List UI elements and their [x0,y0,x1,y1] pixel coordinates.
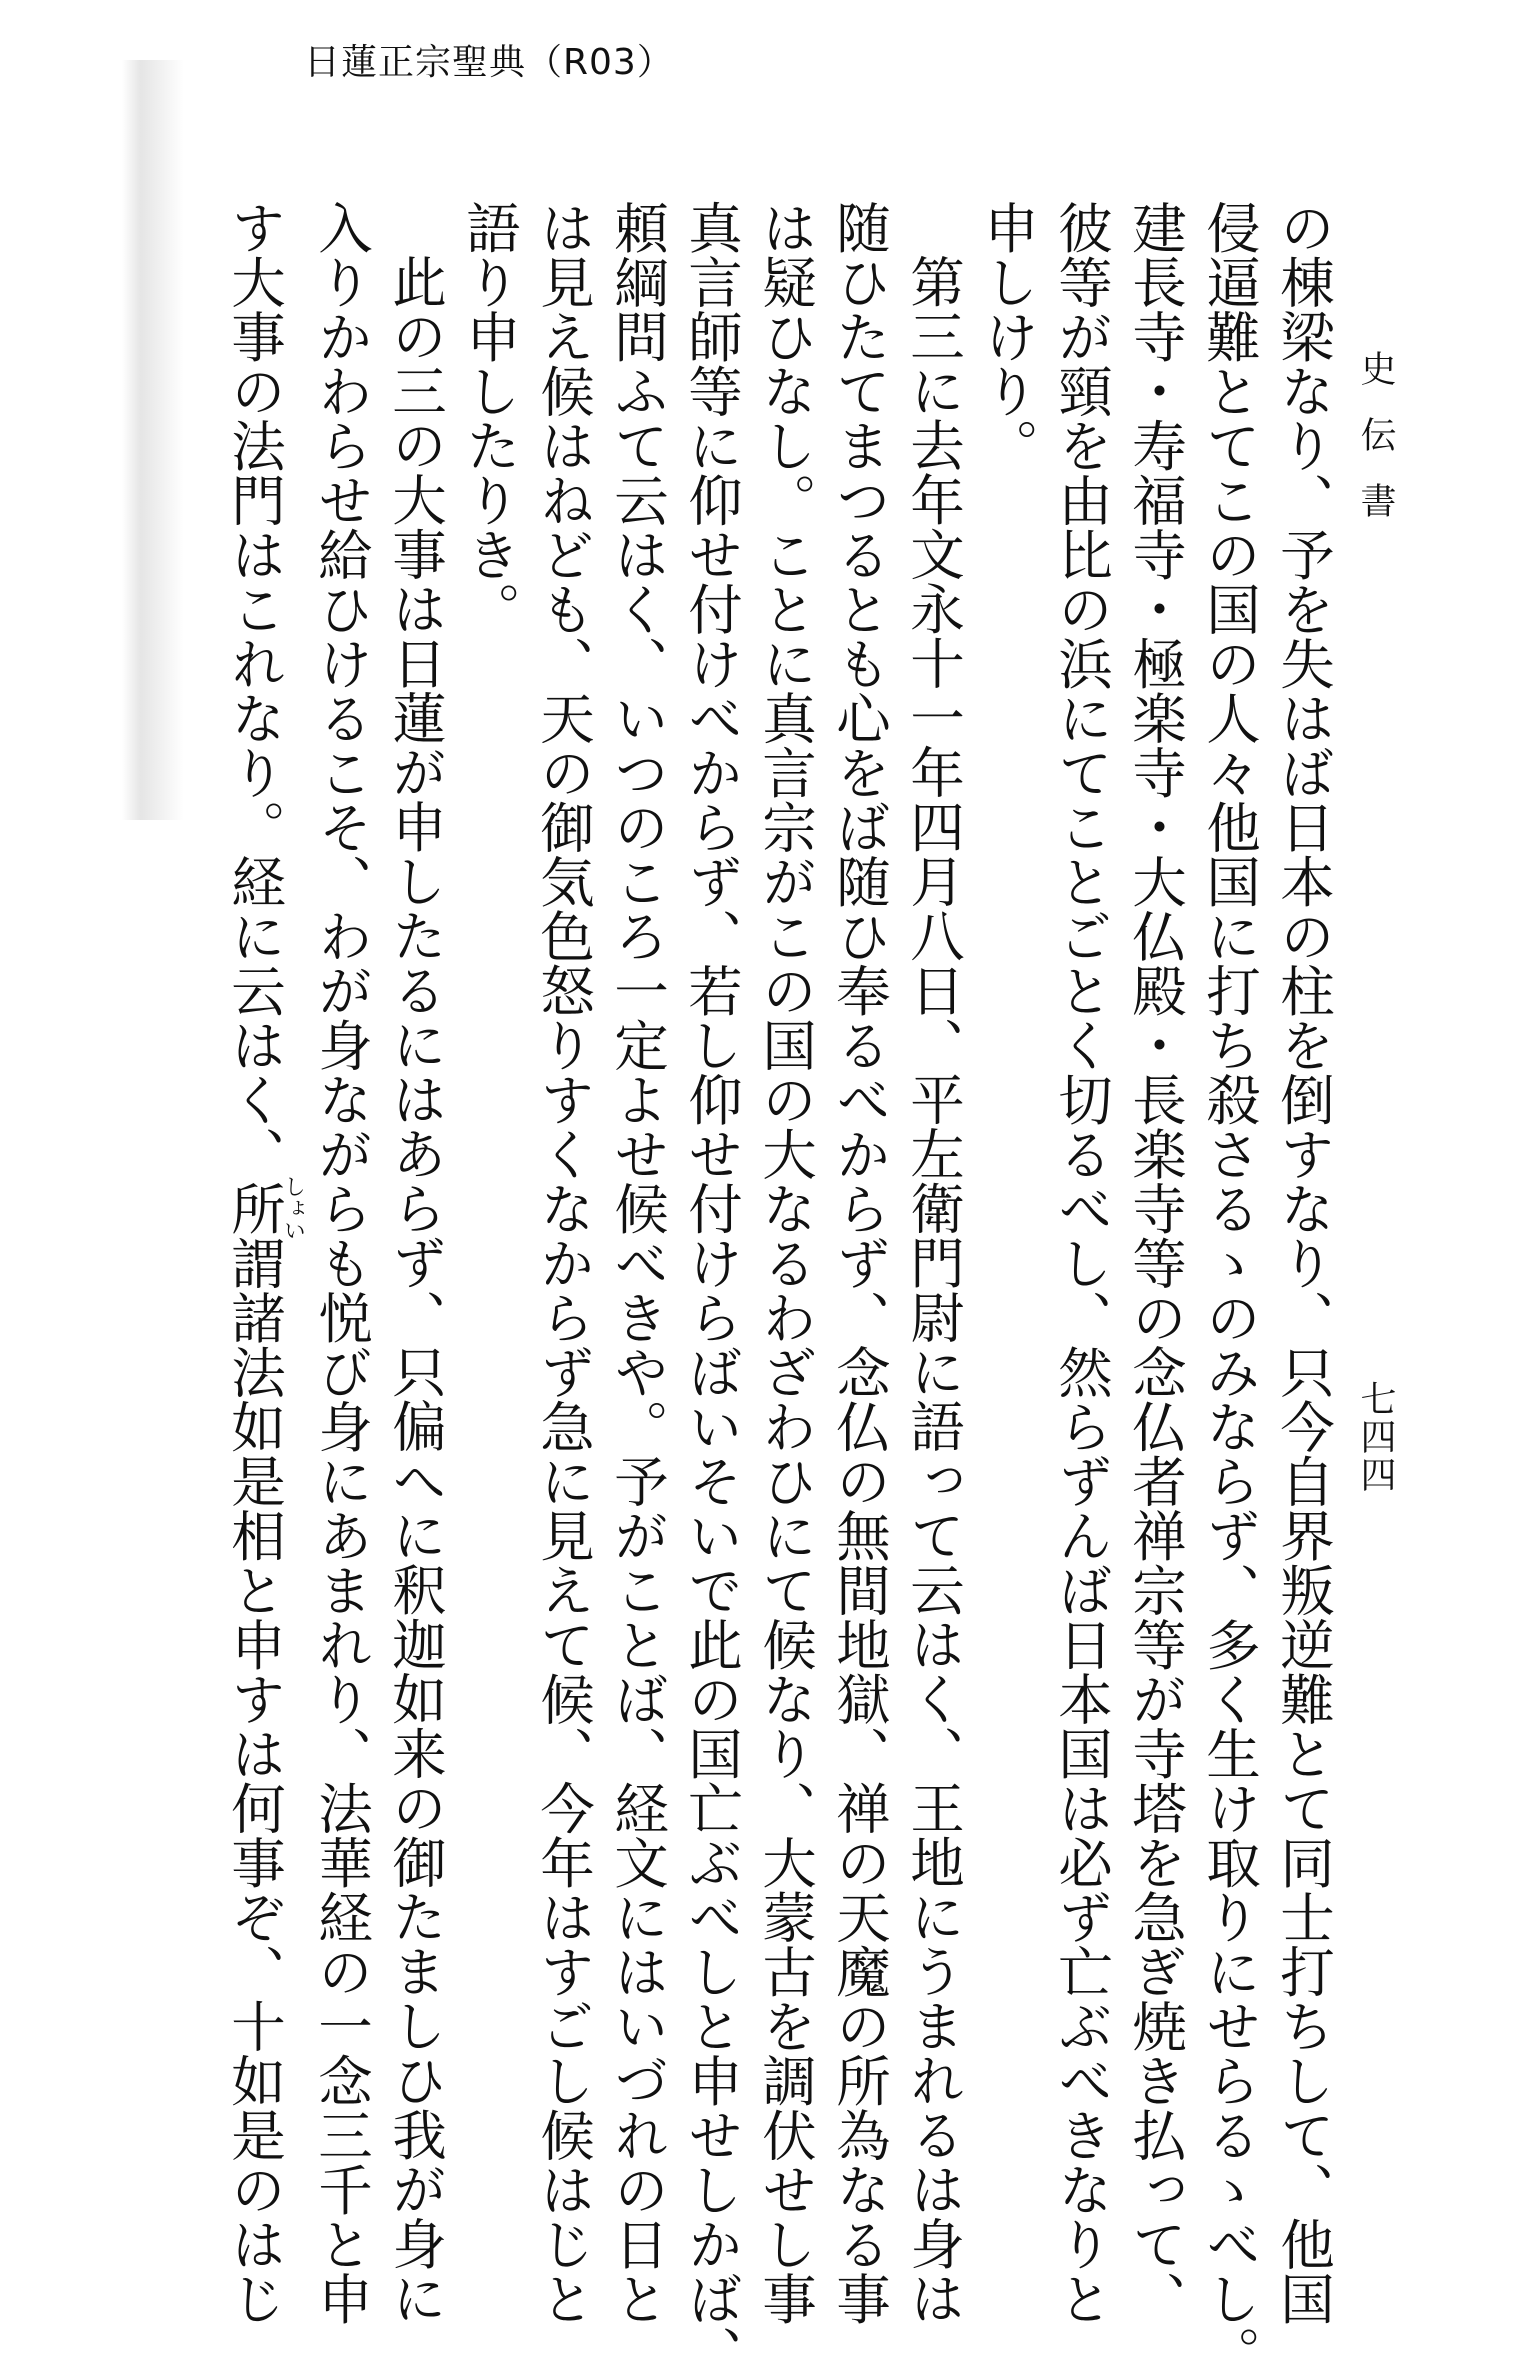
ruby-annotation: 所しょい [222,1175,306,1242]
text-line: の棟梁なり、予を失はば日本の柱を倒すなり、只今自界叛逆難とて同士打ちして、他国 [1271,200,1335,2326]
ruby-reading: しょい [280,1175,306,1242]
text-line: 建長寺・寿福寺・極楽寺・大仏殿・長楽寺等の念仏者禅宗等が寺塔を急ぎ焼き払って、 [1123,200,1187,2326]
text-line-with-ruby [217,200,306,2326]
book-title-header: 日蓮正宗聖典（R03） [304,42,674,83]
text-line: 彼等が頸を由比の浜にてことごとく切るべし、然らずんば日本国は必ず亡ぶべきなりと [1049,200,1113,2326]
running-head: 史伝書 [1355,350,1396,548]
text-line: 語り申したりき。 [457,200,521,636]
text-line: 第三に去年文永十一年四月八日、平左衛門尉に語って云はく、王地にうまれるは身は [901,254,965,2325]
text-line: 真言師等に仰せ付けべからず、若し仰せ付けらばいそいで此の国亡ぶべしと申せしかば、 [679,200,743,2380]
text-line: は疑ひなし。ことに真言宗がこの国の大なるわざわひにて候なり、大蒙古を調伏せし事 [753,200,817,2326]
vertical-body-text [190,200,1340,2380]
text-line: 此の三の大事は日蓮が申したるにはあらず、只偏へに釈迦如来の御たましひ我が身に [383,254,447,2325]
page-number: 七四四 [1355,1380,1396,1494]
text-line: 頼綱問ふて云はく、いつのころ一定よせ候べきや。予がことば、経文にはいづれの日と [605,200,669,2326]
text-line-segment: す大事の法門はこれなり。経に云はく、所しょい謂諸法如是相と申すは何事ぞ、十如是のはじ [222,200,306,2326]
text-line: 申しけり。 [975,200,1039,473]
text-line: 侵逼難とてこの国の人々他国に打ち殺さるゝのみならず、多く生け取りにせらるゝべし。 [1197,200,1261,2380]
page-edge-shading [122,60,184,820]
text-line: 随ひたてまつるとも心をば随ひ奉るべからず、念仏の無間地獄、禅の天魔の所為なる事 [827,200,891,2326]
text-line: 入りかわらせ給ひけるこそ、わが身ながらも悦び身にあまれり、法華経の一念三千と申 [309,200,373,2326]
text-line: は見え候はねども、天の御気色怒りすくなからず急に見えて候、今年はすごし候はじと [531,200,595,2326]
